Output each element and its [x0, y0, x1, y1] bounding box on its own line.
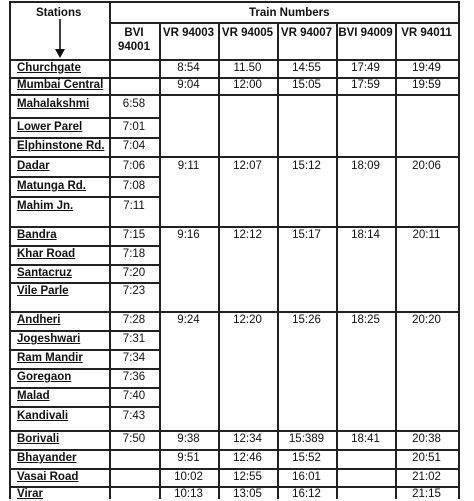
train-numbers-divider	[109, 22, 460, 24]
station-name: Ram Mandir	[17, 352, 83, 364]
time-cell: 9:38	[177, 433, 200, 445]
time-cell: 7:01	[122, 120, 146, 133]
station-name: Dadar	[17, 159, 50, 172]
time-cell: 18:25	[351, 314, 380, 326]
train-numbers-header: Train Numbers	[249, 7, 330, 19]
row-separator	[9, 117, 159, 119]
time-cell: 9:51	[177, 452, 200, 464]
time-cell: 18:14	[351, 229, 380, 241]
train-number-header: VR 94005	[221, 27, 274, 39]
row-separator	[9, 176, 159, 178]
station-name: Kandivali	[17, 409, 69, 422]
row-separator	[9, 330, 159, 332]
row-separator	[9, 282, 159, 284]
time-cell: 7:50	[122, 433, 146, 445]
time-cell: 18:09	[351, 159, 380, 172]
time-cell: 8:54	[177, 61, 200, 74]
station-name: Santacruz	[17, 266, 72, 279]
time-cell: 7:23	[122, 285, 146, 297]
time-cell: 16:12	[292, 488, 321, 500]
group-separator	[9, 430, 460, 432]
time-cell: 17:59	[351, 79, 380, 91]
table-right-border	[458, 1, 460, 499]
time-cell: 12:34	[233, 433, 262, 445]
row-separator	[9, 137, 159, 139]
time-cell: 12:12	[233, 229, 262, 241]
train-number-header: BVI 94009	[338, 27, 393, 39]
time-cell: 10:13	[174, 488, 203, 500]
time-cell: 7:36	[122, 371, 146, 383]
station-name: Bandra	[17, 229, 57, 241]
station-name: Churchgate	[17, 61, 81, 74]
group-separator	[9, 311, 460, 313]
row-separator	[9, 387, 159, 389]
time-cell: 13:05	[233, 488, 262, 500]
time-cell: 9:16	[177, 229, 200, 241]
train-number-header: VR 94003	[162, 27, 215, 39]
train-number-header: VR 94007	[280, 27, 333, 39]
time-cell: 10:02	[174, 470, 203, 483]
row-separator	[9, 349, 159, 351]
row-separator	[9, 245, 159, 247]
time-cell: 21:02	[412, 470, 441, 483]
group-separator	[9, 226, 460, 228]
time-cell: 15:52	[292, 452, 321, 464]
time-cell: 15:389	[288, 433, 325, 445]
time-cell: 7:28	[122, 314, 146, 326]
time-cell: 7:40	[122, 390, 146, 402]
station-name: Elphinstone Rd.	[17, 140, 105, 152]
stations-header: Stations	[36, 7, 82, 19]
time-cell: 7:06	[122, 159, 146, 172]
time-cell: 11.50	[233, 61, 262, 74]
time-cell: 19:49	[412, 61, 441, 74]
group-separator	[9, 94, 460, 96]
time-cell: 9:11	[177, 159, 200, 172]
time-cell: 21:15	[412, 488, 441, 500]
station-name: Malad	[17, 390, 50, 402]
station-name: Khar Road	[17, 248, 76, 260]
row-separator	[9, 406, 159, 408]
station-name: Goregaon	[17, 371, 72, 383]
row-separator	[9, 196, 159, 198]
time-cell: 12:46	[233, 452, 262, 464]
time-cell: 9:04	[177, 79, 200, 91]
time-cell: 14:55	[292, 61, 321, 74]
time-cell: 6:58	[122, 97, 146, 110]
time-cell: 9:24	[177, 314, 200, 326]
time-cell: 7:15	[122, 229, 146, 241]
station-name: Jogeshwari	[17, 333, 81, 345]
group-separator	[9, 449, 460, 451]
time-cell: 17:49	[351, 61, 380, 74]
station-name: Borivali	[17, 433, 60, 445]
station-name: Virar	[17, 488, 44, 500]
time-cell: 19:59	[412, 79, 441, 91]
arrow-down-icon	[54, 19, 66, 59]
station-name: Andheri	[17, 314, 61, 326]
time-cell: 15:12	[292, 159, 321, 172]
time-cell: 15:26	[292, 314, 321, 326]
time-cell: 20:06	[412, 159, 441, 172]
station-name: Mahalakshmi	[17, 97, 90, 110]
time-cell: 20:20	[412, 314, 441, 326]
time-cell: 12:07	[233, 159, 262, 172]
time-cell: 15:05	[292, 79, 321, 91]
time-cell: 20:51	[412, 452, 441, 464]
station-name: Mahim Jn.	[17, 199, 74, 212]
time-cell: 7:18	[122, 248, 146, 260]
time-cell: 7:34	[122, 352, 146, 364]
row-separator	[9, 368, 159, 370]
time-cell: 20:11	[412, 229, 441, 241]
time-cell: 18:41	[351, 433, 380, 445]
station-name: Lower Parel	[17, 120, 83, 133]
train-number-header-line2: 94001	[118, 41, 150, 53]
table-top-border	[9, 1, 460, 3]
station-name: Matunga Rd.	[17, 179, 86, 192]
time-cell: 15:17	[292, 229, 321, 241]
time-cell: 7:04	[122, 140, 146, 152]
train-number-header: VR 94011	[401, 27, 452, 39]
time-cell: 20:38	[412, 433, 441, 445]
time-cell: 7:20	[122, 266, 146, 279]
train-number-header: BVI	[124, 27, 144, 39]
station-name: Bhayander	[17, 452, 77, 464]
time-cell: 7:43	[122, 409, 146, 422]
time-cell: 16:01	[292, 470, 321, 483]
group-separator	[9, 156, 460, 158]
time-cell: 7:31	[122, 333, 146, 345]
time-cell: 12:20	[233, 314, 262, 326]
station-name: Mumbai Central	[17, 79, 104, 91]
station-name: Vile Parle	[17, 285, 69, 297]
time-cell: 7:08	[122, 179, 146, 192]
station-name: Vasai Road	[17, 470, 79, 483]
time-cell: 7:11	[123, 199, 145, 212]
time-cell: 12:55	[233, 470, 262, 483]
table-left-border	[9, 1, 11, 499]
time-cell: 12:00	[233, 79, 262, 91]
